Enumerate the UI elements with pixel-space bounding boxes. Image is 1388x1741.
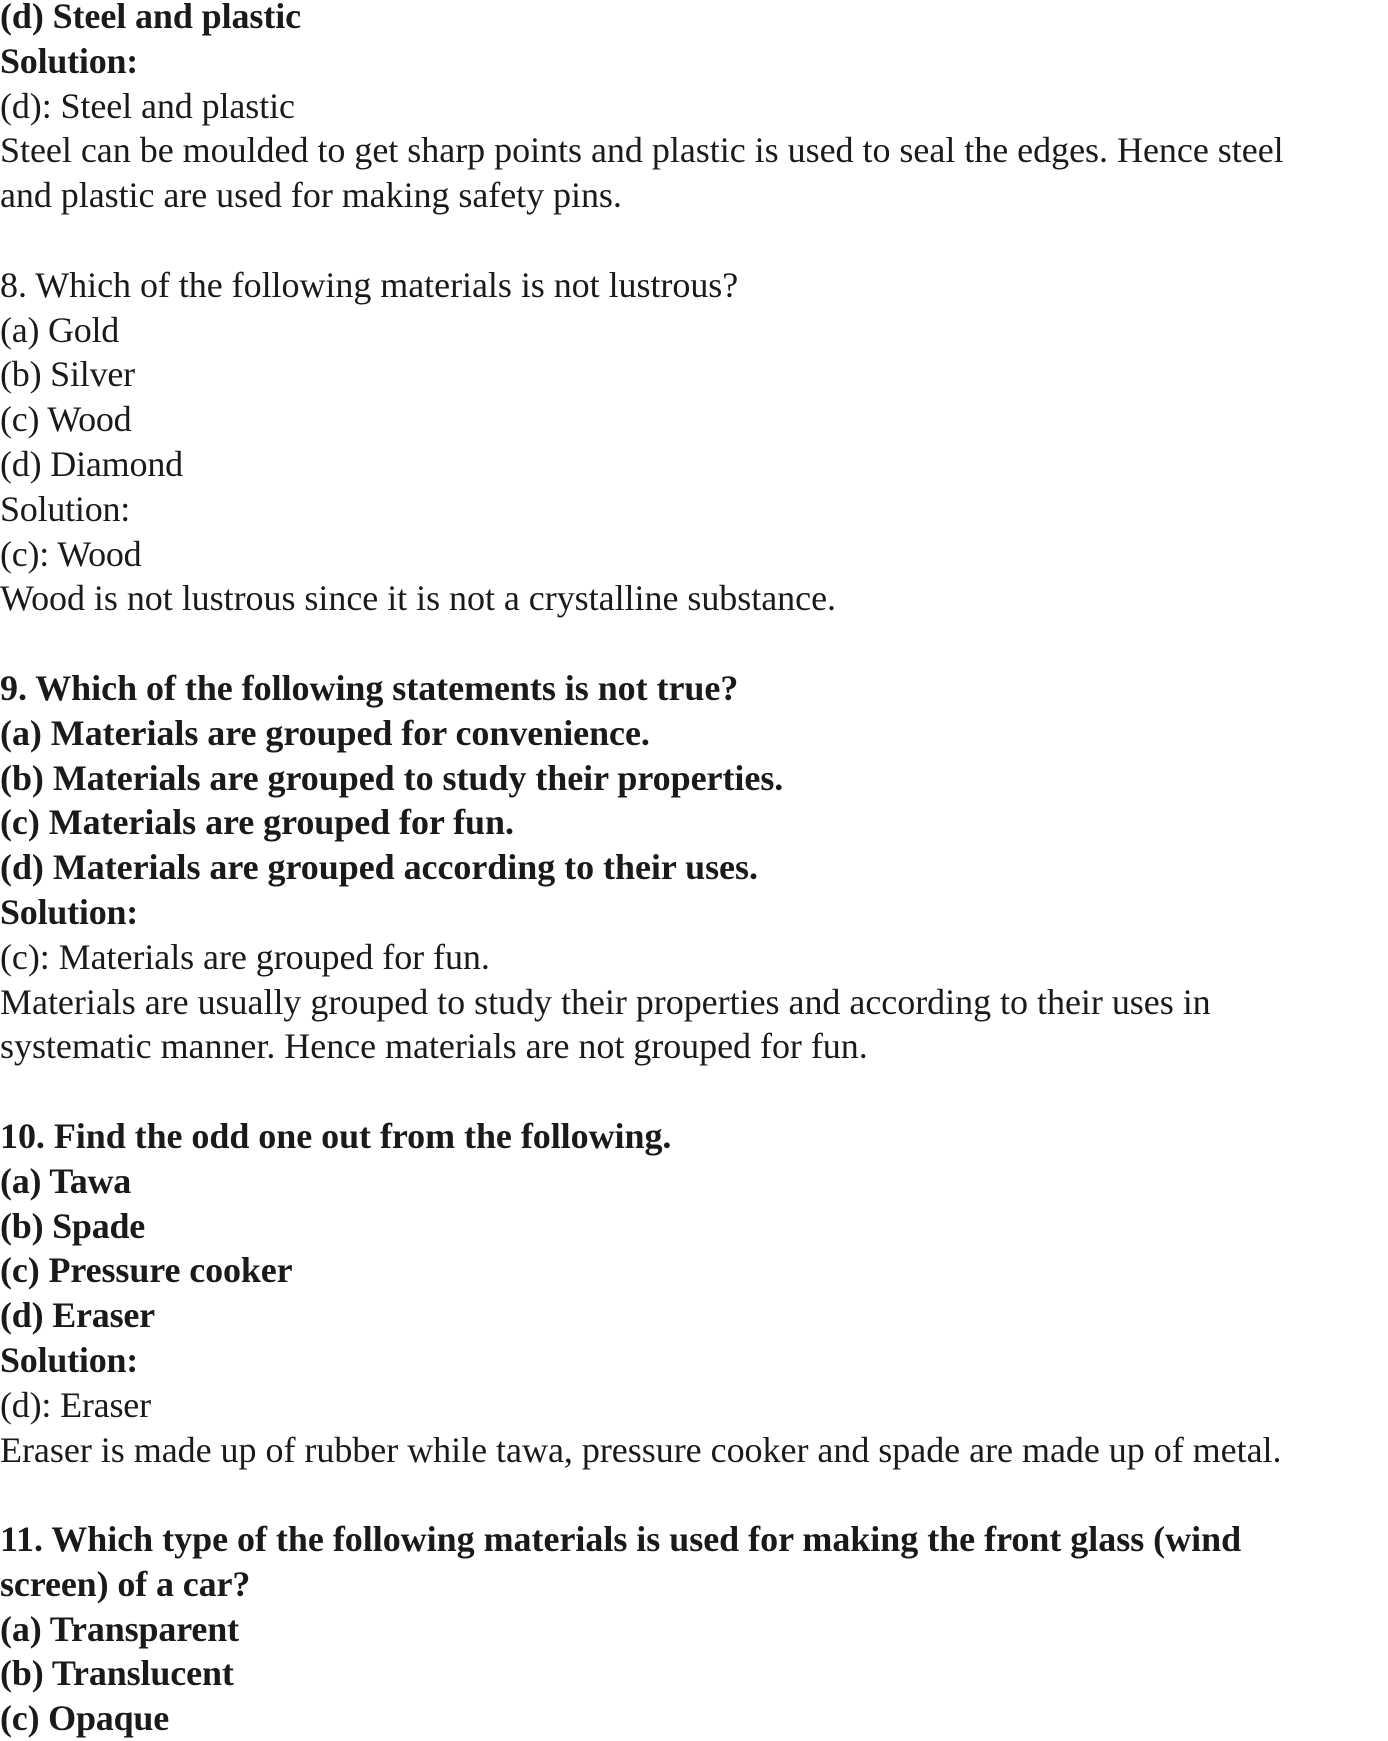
text-line: (d): Eraser [0, 1384, 151, 1425]
text-line: (c): Wood [0, 533, 142, 574]
text-line: (d) Diamond [0, 443, 183, 484]
text-line: (a) Tawa [0, 1160, 132, 1201]
text-line: (d) Materials are grouped according to their uses. [0, 847, 758, 888]
text-line: Solution: [0, 40, 139, 81]
text-line: systematic manner. Hence materials are not grouped for fun. [0, 1026, 868, 1067]
text-line: (b) Silver [0, 354, 135, 395]
text-line: 9. Which of the following statements is not true? [0, 667, 739, 708]
text-line: (c) Materials are grouped for fun. [0, 802, 514, 843]
text-line: Wood is not lustrous since it is not a crystalline substance. [0, 578, 836, 619]
text-line: Steel can be moulded to get sharp points and plastic is used to seal the edges. Hence steel [0, 130, 1284, 171]
text-line: (a) Transparent [0, 1608, 240, 1649]
question-block [0, 0, 1388, 218]
question-block [0, 1114, 1388, 1472]
text-line: Solution: [0, 1339, 139, 1380]
text-line: (d) Eraser [0, 1295, 155, 1336]
text-line: screen) of a car? [0, 1563, 251, 1604]
text-line: Solution: [0, 891, 139, 932]
text-line: (b) Translucent [0, 1653, 234, 1694]
text-line: (d) Steel and plastic [0, 0, 302, 36]
text-line: (c) Pressure cooker [0, 1250, 293, 1291]
text-line: (c) Opaque [0, 1698, 170, 1739]
paragraph-gap [0, 218, 1388, 263]
text-line: and plastic are used for making safety pins. [0, 175, 622, 216]
text-line: (a) Materials are grouped for convenience. [0, 712, 650, 753]
text-line: Solution: [0, 488, 131, 529]
text-line: 11. Which type of the following materials is used for making the front glass (wind [0, 1519, 1242, 1560]
question-block [0, 1517, 1388, 1741]
question-block [0, 666, 1388, 1069]
text-line: 8. Which of the following materials is not lustrous? [0, 264, 739, 305]
text-line: (a) Gold [0, 309, 119, 350]
text-line: (c): Materials are grouped for fun. [0, 936, 490, 977]
text-line: (b) Materials are grouped to study their properties. [0, 757, 784, 798]
text-line: Eraser is made up of rubber while tawa, pressure cooker and spade are made up of metal. [0, 1429, 1282, 1470]
text-line: (b) Spade [0, 1205, 146, 1246]
text-line: (d): Steel and plastic [0, 85, 295, 126]
text-line: (c) Wood [0, 399, 132, 440]
paragraph-gap [0, 1472, 1388, 1517]
question-block [0, 263, 1388, 621]
text-line: 10. Find the odd one out from the following. [0, 1115, 672, 1156]
paragraph-gap [0, 621, 1388, 666]
paragraph-gap [0, 1069, 1388, 1114]
text-line: Materials are usually grouped to study their properties and according to their uses in [0, 981, 1211, 1022]
